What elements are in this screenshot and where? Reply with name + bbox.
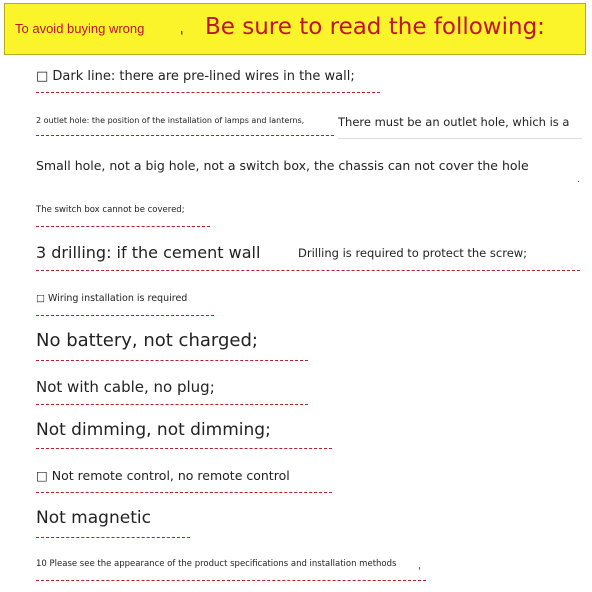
stray-dot-2: ': [418, 566, 421, 577]
note-no-battery: No battery, not charged;: [36, 330, 258, 351]
note-no-cable: Not with cable, no plug;: [36, 378, 215, 396]
note-small-hole: Small hole, not a big hole, not a switch box, the chassis can not cover the hole: [36, 158, 529, 173]
banner-headline: Be sure to read the following:: [205, 14, 545, 40]
note-outlet-hole-continued: There must be an outlet hole, which is a: [338, 115, 570, 129]
underline-10: [36, 492, 332, 493]
underline-12: [36, 580, 426, 581]
underline-1: [36, 92, 380, 93]
note-see-specs: 10 Please see the appearance of the product specifications and installation methods: [36, 559, 397, 569]
note-switch-box: The switch box cannot be covered;: [36, 205, 185, 215]
note-drilling: 3 drilling: if the cement wall: [36, 243, 261, 262]
note-no-remote: □ Not remote control, no remote control: [36, 468, 290, 483]
underline-6: [36, 315, 214, 316]
note-dark-line: □ Dark line: there are pre-lined wires in the wall;: [36, 69, 355, 84]
banner-tick-mark: ': [180, 30, 184, 45]
banner-left-text: To avoid buying wrong: [15, 21, 145, 36]
note-wiring: □ Wiring installation is required: [36, 293, 188, 304]
underline-4: [36, 226, 210, 227]
underline-7: [36, 360, 308, 361]
underline-5: [36, 270, 580, 271]
stray-dot-1: .: [577, 174, 581, 185]
underline-2: [36, 135, 334, 136]
underline-9: [36, 448, 332, 449]
note-not-magnetic: Not magnetic: [36, 508, 151, 528]
underline-11: [36, 537, 190, 538]
warning-banner: [4, 3, 586, 55]
underline-8: [36, 404, 308, 405]
note-drilling-continued: Drilling is required to protect the screw;: [298, 246, 528, 260]
underline-2b: [338, 138, 582, 139]
note-outlet-hole: 2 outlet hole: the position of the installation of lamps and lanterns,: [36, 116, 305, 125]
note-no-dimming: Not dimming, not dimming;: [36, 420, 271, 440]
